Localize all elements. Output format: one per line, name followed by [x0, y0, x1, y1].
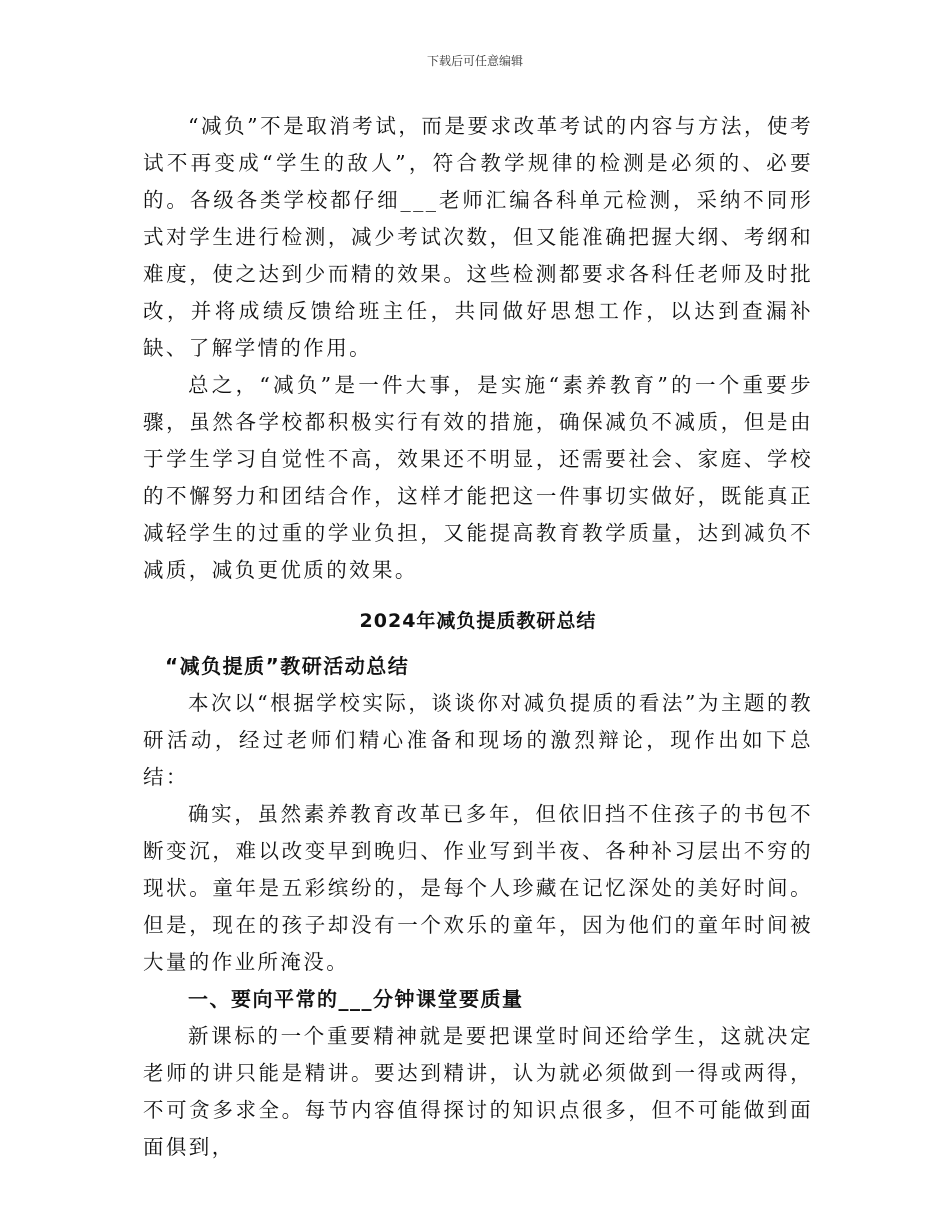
- document-body: [143, 108, 813, 1166]
- paragraph-exam-reform: “减负”不是取消考试，而是要求改革考试的内容与方法，使考试不再变成“学生的敌人”，符合教学规律的检测是必须的、必要的。各级各类学校都仔细___老师汇编各科单元检测，采纳不同形式对学生进行检测，减少考试次数，但又能准确把握大纲、考纲和难度，使之达到少而精的效果。这些检测都要求各科任老师及时批改，并将成绩反馈给班主任，共同做好思想工作，以达到查漏补缺、了解学情的作用。: [143, 114, 813, 360]
- paragraph-conclusion: 总之，“减负”是一件大事，是实施“素养教育”的一个重要步骤，虽然各学校都积极实行有效的措施，确保减负不减质，但是由于学生学习自觉性不高，效果还不明显，还需要社会、家庭、学校的不懈努力和团结合作，这样才能把这一件事切实做好，既能真正减轻学生的过重的学业负担，又能提高教育教学质量，达到减负不减质，减负更优质的效果。: [143, 373, 813, 582]
- subheading: “减负提质”教研活动总结: [165, 654, 410, 678]
- paragraph-childhood: 确实，虽然素养教育改革已多年，但依旧挡不住孩子的书包不断变沉，难以改变早到晚归、作业写到半夜、各种补习层出不穷的现状。童年是五彩缤纷的，是每个人珍藏在记忆深处的美好时间。但是，现在的孩子却没有一个欢乐的童年，因为他们的童年时间被大量的作业所淹没。: [143, 802, 813, 974]
- paragraph-intro: 本次以“根据学校实际，谈谈你对减负提质的看法”为主题的教研活动，经过老师们精心准备和现场的激烈辩论，现作出如下总结：: [143, 691, 813, 789]
- document-title: 2024年减负提质教研总结: [359, 610, 597, 632]
- paragraph-classroom: 新课标的一个重要精神就是要把课堂时间还给学生，这就决定老师的讲只能是精讲。要达到精讲，认为就必须做到一得或两得，不可贪多求全。每节内容值得探讨的知识点很多，但不可能做到面面俱到，: [143, 1024, 813, 1159]
- section-heading-1: 一、要向平常的___分钟课堂要质量: [188, 987, 524, 1011]
- page-header: 下载后可任意编辑: [426, 54, 523, 68]
